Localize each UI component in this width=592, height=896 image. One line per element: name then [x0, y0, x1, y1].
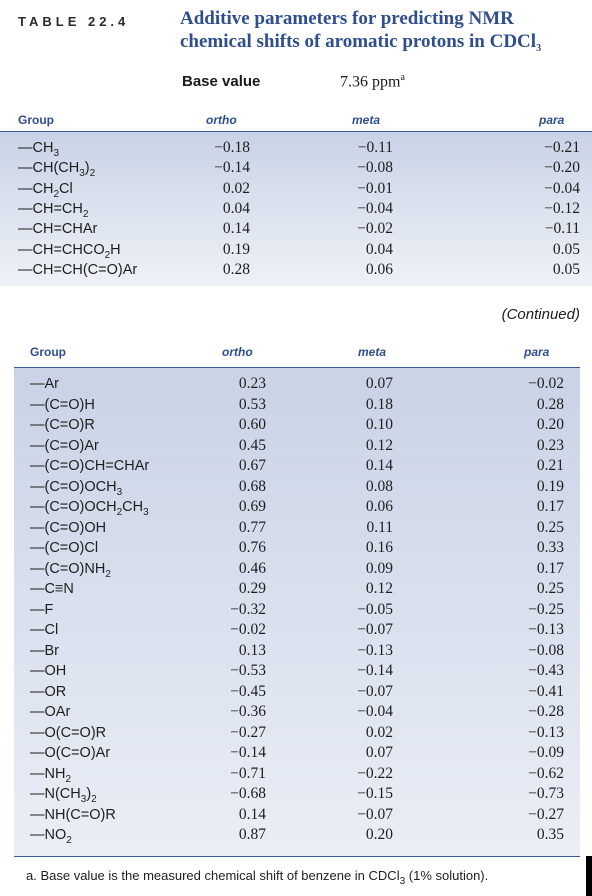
para-cell: 0.05: [552, 240, 580, 258]
table-row: [0, 260, 592, 280]
table-row: [0, 219, 592, 239]
group-cell: $—NH_2$: [30, 765, 72, 785]
ortho-cell: −0.45: [230, 682, 266, 700]
group-cell: —OAr: [30, 704, 71, 720]
meta-cell: 0.07: [365, 375, 393, 392]
para-cell: −0.12: [544, 199, 580, 217]
meta-cell: −0.01: [357, 179, 393, 197]
table-row: [14, 579, 580, 599]
meta-cell: 0.14: [365, 457, 393, 474]
para-cell: 0.20: [536, 416, 564, 433]
column-header-row: [0, 106, 592, 132]
ortho-cell: 0.68: [238, 477, 266, 495]
para-cell: −0.43: [528, 662, 564, 679]
meta-cell: 0.18: [365, 395, 393, 413]
column-header-para: para: [524, 345, 550, 359]
column-header-para: para: [539, 113, 565, 127]
ortho-cell: −0.68: [230, 785, 266, 802]
meta-cell: −0.04: [357, 703, 393, 720]
meta-cell: 0.12: [365, 580, 393, 597]
para-cell: 0.17: [536, 559, 564, 577]
para-cell: −0.20: [544, 159, 580, 177]
meta-cell: −0.07: [357, 621, 393, 638]
ortho-cell: 0.04: [222, 199, 250, 217]
para-cell: −0.62: [528, 764, 564, 782]
table-part-1: [0, 100, 592, 286]
group-cell: —C≡N: [30, 581, 74, 597]
table-row: [14, 538, 580, 558]
para-cell: −0.41: [528, 682, 564, 700]
para-cell: 0.19: [536, 477, 564, 495]
meta-cell: 0.20: [365, 826, 393, 843]
base-value: 7.36 ppm$^a$: [340, 72, 405, 91]
table-row: [14, 682, 580, 702]
ortho-cell: 0.45: [238, 436, 266, 454]
group-cell: $—NO_2$: [30, 827, 72, 846]
table-row: [14, 764, 580, 784]
ortho-cell: 0.76: [238, 539, 266, 556]
ortho-cell: −0.71: [230, 764, 266, 782]
group-cell: —F: [30, 601, 54, 618]
table-row: [14, 805, 580, 825]
meta-cell: 0.11: [366, 518, 393, 536]
group-cell: —O(C=O)Ar: [30, 745, 111, 761]
group-cell: —Ar: [30, 376, 59, 392]
table-part-2: [14, 336, 580, 856]
meta-cell: 0.06: [365, 260, 393, 278]
meta-cell: 0.08: [365, 477, 393, 495]
para-cell: 0.23: [536, 436, 564, 454]
group-cell: $—CH(CH_3)_2$: [18, 160, 96, 180]
table-body: [14, 368, 580, 856]
table-row: [14, 825, 580, 845]
table-row: [14, 743, 580, 763]
table-row: [0, 158, 592, 178]
group-cell: $—(C=O)OCH_3$: [30, 478, 123, 498]
group-cell: —(C=O)H: [30, 396, 95, 413]
group-cell: —(C=O)CH=CHAr: [30, 458, 150, 474]
base-value-label: Base value: [182, 73, 261, 90]
ortho-cell: 0.28: [222, 260, 250, 278]
table-row: [14, 559, 580, 579]
group-cell: —OH: [30, 663, 67, 679]
table-row: [0, 138, 592, 158]
ortho-cell: 0.19: [222, 240, 250, 258]
para-cell: −0.04: [544, 179, 580, 197]
ortho-cell: 0.29: [238, 580, 266, 597]
para-cell: 0.35: [536, 826, 564, 843]
table-row: [14, 641, 580, 661]
meta-cell: 0.12: [365, 436, 393, 454]
table-row: [14, 784, 580, 804]
table-row: [14, 600, 580, 620]
meta-cell: −0.13: [357, 641, 393, 659]
group-cell: —OR: [30, 683, 67, 700]
ortho-cell: 0.46: [238, 559, 266, 577]
table-row: [14, 436, 580, 456]
para-cell: 0.25: [536, 580, 564, 597]
ortho-cell: 0.87: [238, 826, 266, 843]
group-cell: —CH=CH(C=O)Ar: [18, 261, 138, 278]
ortho-cell: −0.53: [230, 662, 266, 679]
group-cell: $—CH=CH_2$: [18, 200, 89, 220]
meta-cell: −0.02: [357, 220, 393, 238]
ortho-cell: −0.32: [230, 600, 266, 618]
group-cell: —(C=O)Ar: [30, 437, 99, 454]
para-cell: 0.17: [536, 498, 564, 515]
para-cell: −0.21: [544, 139, 580, 156]
table-row: [0, 240, 592, 260]
para-cell: −0.13: [528, 723, 564, 741]
para-cell: −0.27: [528, 805, 564, 823]
table-row: [14, 395, 580, 415]
table-row: [14, 518, 580, 538]
footnote-text: a. Base value is the measured chemical shift of benzene in CDCl$_3$ (1% solution).: [26, 868, 489, 887]
meta-cell: −0.22: [357, 764, 393, 782]
para-cell: 0.05: [552, 260, 580, 278]
column-header-row: [14, 336, 580, 368]
group-cell: —NH(C=O)R: [30, 806, 116, 823]
ortho-cell: 0.60: [238, 416, 266, 433]
group-cell: —CH=CHAr: [18, 221, 98, 238]
group-cell: $—CH_2Cl$: [18, 180, 73, 200]
ortho-cell: 0.69: [238, 498, 266, 515]
table-row: [14, 702, 580, 722]
table-row: [14, 477, 580, 497]
ortho-cell: 0.14: [222, 220, 250, 238]
group-cell: —(C=O)OH: [30, 519, 107, 536]
column-header-ortho: ortho: [222, 345, 253, 359]
meta-cell: −0.14: [357, 662, 393, 679]
meta-cell: −0.07: [357, 805, 393, 823]
meta-cell: −0.08: [357, 159, 393, 177]
column-header-group: Group: [30, 345, 66, 359]
group-cell: $—(C=O)OCH_2CH_3$: [30, 499, 149, 518]
table-row: [14, 374, 580, 394]
meta-cell: −0.05: [357, 600, 393, 618]
table-row: [14, 620, 580, 640]
table-row: [14, 723, 580, 743]
meta-cell: −0.15: [357, 785, 393, 802]
column-header-ortho: ortho: [206, 113, 237, 127]
group-cell: —(C=O)R: [30, 417, 95, 433]
ortho-cell: 0.53: [238, 395, 266, 413]
para-cell: −0.11: [544, 220, 580, 238]
continued-label: (Continued): [501, 306, 580, 323]
para-cell: −0.25: [528, 600, 564, 618]
table-body: [0, 132, 592, 286]
para-cell: −0.02: [528, 375, 564, 392]
group-cell: $—N(CH_3)_2$: [30, 786, 97, 805]
table-title: Additive parameters for predicting NMR chemical shifts of aromatic protons in CDCl$_3$: [180, 8, 542, 54]
table-row: [14, 497, 580, 517]
para-cell: −0.13: [528, 621, 564, 638]
ortho-cell: −0.14: [230, 744, 266, 761]
group-cell: $—(C=O)NH_2$: [30, 560, 111, 580]
para-cell: −0.73: [528, 785, 564, 802]
meta-cell: −0.04: [357, 199, 393, 217]
meta-cell: 0.10: [365, 416, 393, 433]
table-row: [0, 179, 592, 199]
ortho-cell: 0.23: [238, 375, 266, 392]
meta-cell: 0.07: [365, 744, 393, 761]
table-number: TABLE 22.4: [18, 14, 130, 29]
para-cell: 0.25: [536, 518, 564, 536]
para-cell: 0.28: [536, 395, 564, 413]
para-cell: 0.33: [536, 539, 564, 556]
footnote-mark: a: [400, 72, 405, 83]
meta-cell: −0.07: [357, 682, 393, 700]
group-cell: $—CH=CHCO_2H$: [18, 241, 121, 261]
ortho-cell: 0.14: [238, 805, 266, 823]
ortho-cell: 0.67: [238, 457, 266, 474]
ortho-cell: 0.77: [238, 518, 266, 536]
table-row: [14, 456, 580, 476]
ortho-cell: 0.13: [238, 641, 266, 659]
ortho-cell: −0.02: [230, 621, 266, 638]
ortho-cell: −0.36: [230, 703, 266, 720]
meta-cell: −0.11: [357, 139, 393, 156]
meta-cell: 0.06: [365, 498, 393, 515]
column-header-group: Group: [18, 113, 54, 127]
group-cell: $—CH_3$: [18, 140, 60, 159]
group-cell: —O(C=O)R: [30, 724, 107, 741]
page-edge-bar: [586, 856, 592, 896]
meta-cell: 0.09: [365, 559, 393, 577]
table-header: [0, 0, 592, 100]
meta-cell: 0.04: [365, 240, 393, 258]
footnote: [14, 856, 580, 896]
table-row: [0, 199, 592, 219]
para-cell: −0.08: [528, 641, 564, 659]
meta-cell: 0.02: [365, 723, 393, 741]
para-cell: −0.28: [528, 703, 564, 720]
meta-cell: 0.16: [365, 539, 393, 556]
group-cell: —Br: [30, 642, 59, 659]
group-cell: —(C=O)Cl: [30, 540, 99, 556]
ortho-cell: −0.18: [214, 139, 250, 156]
para-cell: −0.09: [528, 744, 564, 761]
table-row: [14, 661, 580, 681]
para-cell: 0.21: [536, 457, 564, 474]
column-header-meta: meta: [352, 113, 381, 127]
ortho-cell: 0.02: [222, 179, 250, 197]
column-header-meta: meta: [358, 345, 387, 359]
ortho-cell: −0.14: [214, 159, 250, 177]
group-cell: —Cl: [30, 622, 59, 638]
ortho-cell: −0.27: [230, 723, 266, 741]
table-row: [14, 415, 580, 435]
